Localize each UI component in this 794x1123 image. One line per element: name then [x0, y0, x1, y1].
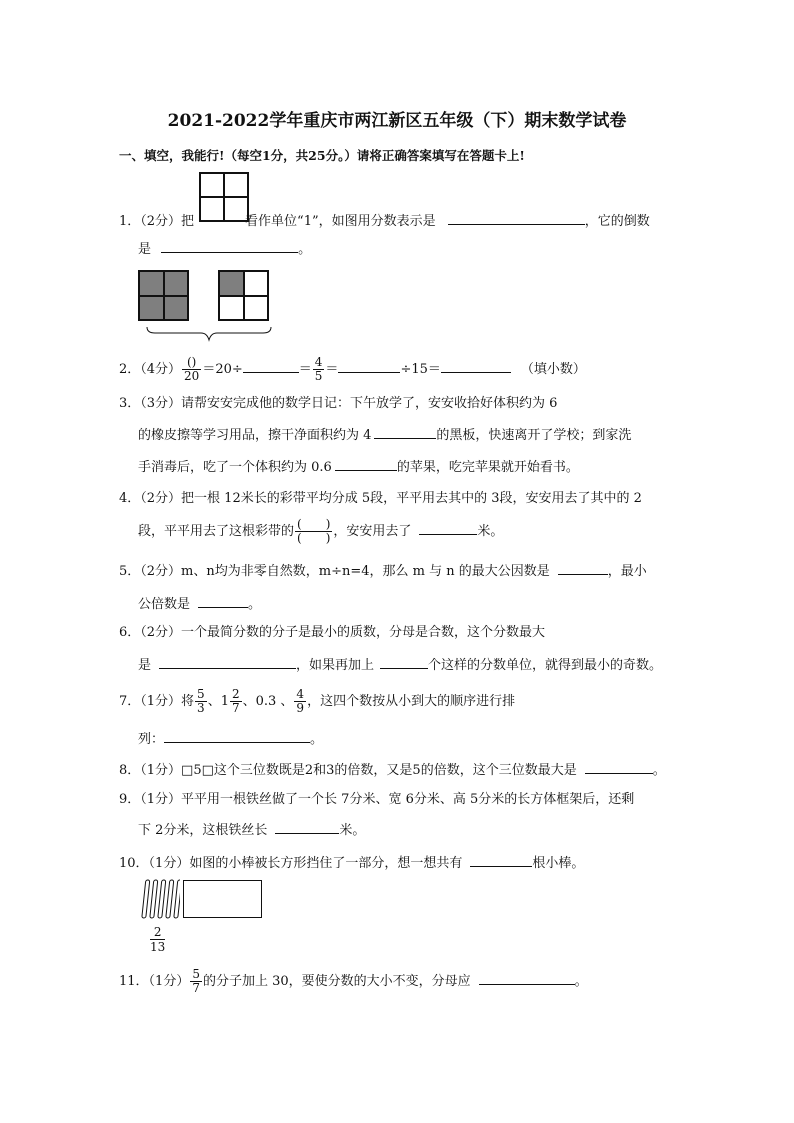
- q3-text-l2a: 的橡皮擦等学习用品，擦干净面积约为 4: [138, 428, 372, 443]
- q8-text-b: 。: [652, 763, 666, 778]
- q2-frac1-den: 20: [184, 369, 200, 383]
- q7-f1-num: 5: [197, 687, 205, 701]
- question-5-line-1: [119, 560, 647, 582]
- q2-fraction-1: [182, 356, 201, 383]
- q11-answer-blank[interactable]: [479, 970, 575, 985]
- q2-answer-blank-1[interactable]: [243, 358, 299, 373]
- q6-answer-blank-1[interactable]: [159, 654, 296, 669]
- q10-frac-den: 13: [150, 940, 166, 954]
- section-heading: 一、填空，我能行!（每空1分，共25分。）请将正确答案填写在答题卡上!: [119, 148, 525, 163]
- question-4-line-2: [138, 518, 503, 545]
- q7-f2-den: 7: [231, 701, 240, 715]
- q4-frac-num: ( ): [297, 517, 331, 531]
- q5-text-b: ，最小: [607, 564, 647, 579]
- q5-answer-blank-2[interactable]: [198, 593, 248, 608]
- q2-text-c: ＝: [298, 362, 312, 377]
- q2-frac2-num: 4: [314, 355, 323, 369]
- q5-text-c: 公倍数是: [138, 597, 191, 612]
- question-11: [119, 968, 588, 995]
- q6-text-l2a: 是: [138, 658, 152, 673]
- q5-answer-blank-1[interactable]: [558, 560, 608, 575]
- shaded-square-full: [138, 270, 189, 321]
- q9-answer-blank[interactable]: [275, 819, 339, 834]
- question-3-line-2: [138, 424, 631, 446]
- q7-f3-num: 4: [296, 687, 305, 701]
- question-1-line-2: [138, 238, 311, 260]
- q4-fraction-answer[interactable]: [295, 518, 332, 545]
- q7-f2-num: 2: [231, 687, 240, 701]
- question-7-line-1: [119, 688, 515, 715]
- page-title: 2021-2022学年重庆市两江新区五年级（下）期末数学试卷: [167, 111, 627, 131]
- question-5-line-2: [138, 593, 261, 615]
- q7-text-a: 7．（1分）将: [119, 694, 195, 709]
- q7-answer-blank[interactable]: [164, 728, 310, 743]
- q3-answer-blank-1[interactable]: [374, 424, 436, 439]
- q2-answer-blank-3[interactable]: [441, 358, 511, 373]
- q1-text-e: 。: [298, 242, 312, 257]
- q6-text-l2b: ，如果再加上: [296, 658, 375, 673]
- q11-text-a: 11．（1分）: [119, 974, 190, 989]
- q10-fraction-label: [150, 925, 165, 954]
- q1-text-d: 是: [138, 242, 152, 257]
- q11-frac-num: 5: [192, 967, 200, 981]
- sticks-icon: [140, 878, 180, 920]
- q5-text-a: 5．（2分）m、n均为非零自然数，m÷n=4，那么 m 与 n 的最大公因数是: [119, 564, 550, 579]
- q3-answer-blank-2[interactable]: [335, 456, 397, 471]
- question-8: [119, 759, 666, 781]
- q4-text-l2c: 米。: [477, 524, 504, 539]
- q2-frac2-den: 5: [314, 369, 323, 383]
- q7-f3-den: 9: [296, 701, 305, 715]
- q4-answer-blank[interactable]: [419, 520, 477, 535]
- q7-text-c: ，这四个数按从小到大的顺序进行排: [307, 694, 516, 709]
- q2-text-a: 2．（4分）: [119, 362, 182, 377]
- q4-text-l2a: 段，平平用去了这根彩带的: [138, 524, 295, 539]
- q11-frac-den: 7: [192, 981, 200, 995]
- question-2: [119, 356, 586, 383]
- q4-frac-den: ( ): [297, 531, 331, 545]
- q4-text-l2b: ，安安用去了: [333, 524, 412, 539]
- question-4-line-1: 4．（2分）把一根 12米长的彩带平均分成 5段，平平用去其中的 3段，安安用去了其中的 2: [119, 491, 642, 506]
- q7-f1-den: 3: [197, 701, 205, 715]
- q2-text-f: （填小数）: [520, 362, 586, 377]
- q10-text-b: 根小棒。: [532, 856, 585, 871]
- q9-text-l2b: 米。: [339, 823, 366, 838]
- covering-rectangle: [183, 880, 262, 918]
- q1-answer-blank-2[interactable]: [161, 238, 298, 253]
- q2-text-b: ＝20÷: [202, 362, 243, 377]
- curly-brace-icon: [145, 326, 273, 342]
- question-3-line-1: 3．（3分）请帮安安完成他的数学日记：下午放学了，安安收拾好体积约为 6: [119, 396, 558, 411]
- q11-text-c: 。: [574, 974, 588, 989]
- question-7-line-2: [138, 728, 323, 750]
- q3-text-l3a: 手消毒后，吃了一个体积约为 0.6: [138, 460, 332, 475]
- q2-frac1-num: (): [182, 356, 201, 370]
- q2-text-d: ＝: [325, 362, 339, 377]
- question-6-line-1: 6．（2分）一个最简分数的分子是最小的质数，分母是合数，这个分数最大: [119, 625, 546, 640]
- question-10: [119, 852, 584, 874]
- q2-fraction-2: [313, 356, 325, 383]
- q2-text-e: ÷15＝: [400, 362, 441, 377]
- q6-answer-blank-2[interactable]: [380, 654, 428, 669]
- q3-text-l3b: 的苹果，吃完苹果就开始看书。: [396, 460, 579, 475]
- q10-text-a: 10．（1分）如图的小棒被长方形挡住了一部分，想一想共有: [119, 856, 463, 871]
- q10-frac-num: 2: [150, 925, 165, 940]
- q3-text-l2b: 的黑板，快速离开了学校；到家洗: [436, 428, 632, 443]
- q11-text-b: 的分子加上 30，要使分数的大小不变，分母应: [202, 974, 471, 989]
- q7-fraction-3: [294, 688, 306, 715]
- q7-text-l2b: 。: [310, 732, 324, 747]
- q2-answer-blank-2[interactable]: [338, 358, 400, 373]
- shaded-square-quarter: [218, 270, 269, 321]
- q7-text-l2a: 列：: [138, 732, 165, 747]
- question-9-line-1: 9．（1分）平平用一根铁丝做了一个长 7分米、宽 6分米、高 5分米的长方体框架后，还剩: [119, 792, 635, 807]
- q7-sep-1: 、1: [207, 694, 229, 709]
- q5-text-d: 。: [248, 597, 262, 612]
- q6-text-l2c: 个这样的分数单位，就得到最小的奇数。: [428, 658, 663, 673]
- question-1-line-1: [119, 210, 650, 232]
- q7-fraction-1: [195, 688, 207, 715]
- q1-text-a: 1．（2分）把: [119, 214, 195, 229]
- q7-text-b: 、0.3 、: [242, 694, 294, 709]
- q11-fraction: [190, 968, 202, 995]
- q1-text-c: ，它的倒数: [584, 214, 650, 229]
- question-6-line-2: [138, 654, 662, 676]
- q1-text-b: 看作单位“1”，如图用分数表示是: [245, 214, 436, 229]
- q7-fraction-2: [230, 688, 242, 715]
- question-3-line-3: [138, 456, 579, 478]
- q8-text-a: 8．（1分）□5□这个三位数既是2和3的倍数，又是5的倍数，这个三位数最大是: [119, 763, 577, 778]
- q10-answer-blank[interactable]: [470, 852, 532, 867]
- question-9-line-2: [138, 819, 365, 841]
- q1-answer-blank-1[interactable]: [448, 210, 585, 225]
- q8-answer-blank[interactable]: [585, 759, 653, 774]
- q9-text-l2a: 下 2分米，这根铁丝长: [138, 823, 268, 838]
